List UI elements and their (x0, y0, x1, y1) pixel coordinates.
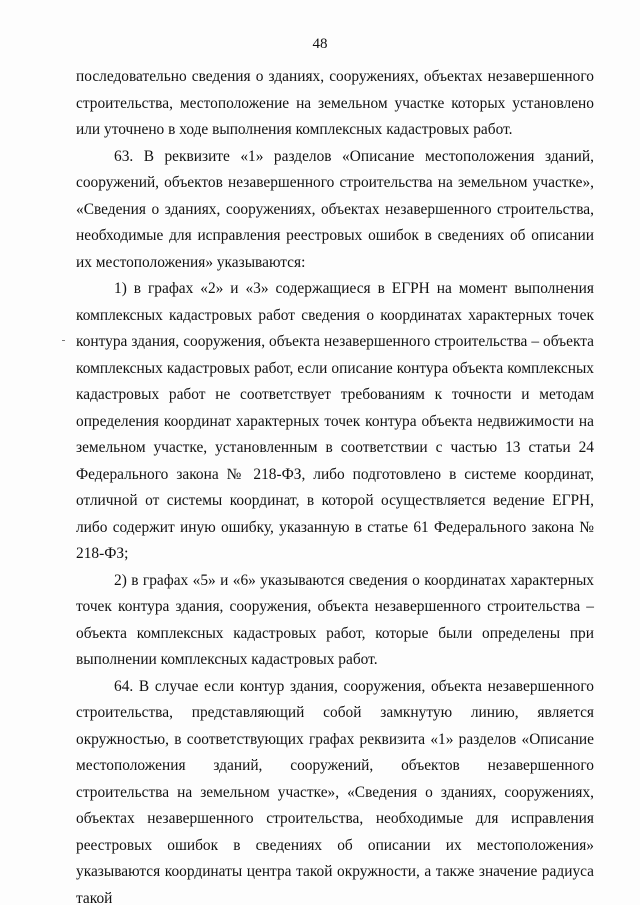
page-number: 48 (0, 36, 640, 53)
paragraph-64: 64. В случае если контур здания, сооружения, объекта незавершенного строительства, представляющий собой замкнутую линию, является окружностью, в соответствующих графах реквизита «1» разделов «Описание местоположения зданий, сооружений, объектов незавершенного строительства на земельном участке», «Сведения о зданиях, сооружениях, объектах незавершенного строительства, необходимые для исправления реестровых ошибок в сведениях об описании их местоположения» указываются координаты центра такой окружности, а также значение радиуса такой (76, 674, 594, 912)
paragraph-63-item-1: 1) в графах «2» и «3» содержащиеся в ЕГРН на момент выполнения комплексных кадастровых работ сведения о координатах характерных точек контура здания, сооружения, объекта незавершенного строительства – объекта комплексных кадастровых работ, если описание контура объекта комплексных кадастровых работ не соответствует требованиям к точности и методам определения координат характерных точек контура объекта недвижимости на земельном участке, установленным в соответствии с частью 13 статьи 24 Федерального закона № 218-ФЗ, либо подготовлено в системе координат, отличной от системы координат, в которой осуществляется ведение ЕГРН, либо содержит иную ошибку, указанную в статье 61 Федерального закона № 218-ФЗ; (76, 276, 594, 568)
paragraph-continuation: последовательно сведения о зданиях, сооружениях, объектах незавершенного строительства, местоположение на земельном участке которых установлено или уточнено в ходе выполнения комплексных кадастровых работ. (76, 64, 594, 144)
paragraph-63: 63. В реквизите «1» разделов «Описание местоположения зданий, сооружений, объектов незавершенного строительства на земельном участке», «Сведения о зданиях, сооружениях, объектах незавершенного строительства, необходимые для исправления реестровых ошибок в сведениях об описании их местоположения» указываются: (76, 144, 594, 277)
paragraph-63-item-2: 2) в графах «5» и «6» указываются сведения о координатах характерных точек контура здания, сооружения, объекта незавершенного строительства – объекта комплексных кадастровых работ, которые были определены при выполнении комплексных кадастровых работ. (76, 568, 594, 674)
scan-artifact (62, 340, 65, 341)
document-body (76, 64, 594, 912)
